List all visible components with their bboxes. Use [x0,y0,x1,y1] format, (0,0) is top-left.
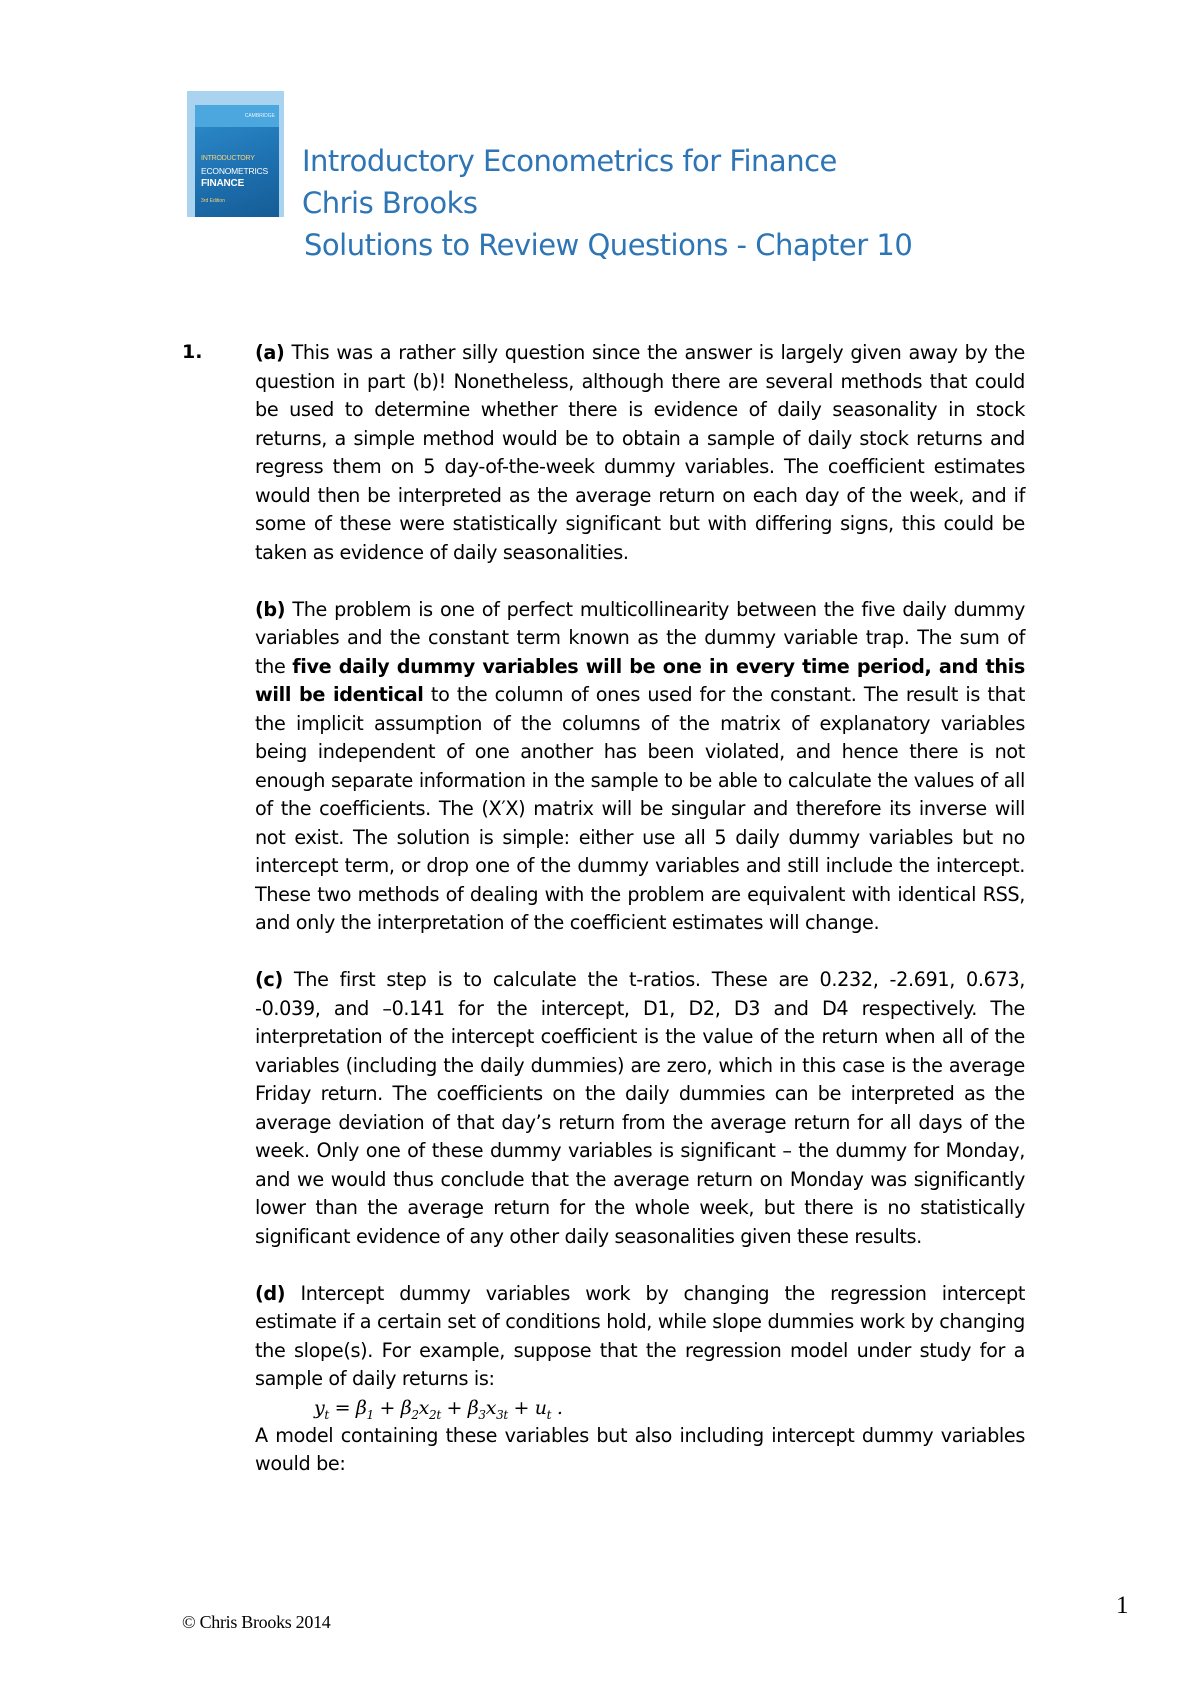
author-name: Chris Brooks [302,186,478,220]
part-b-text-1: The problem is one of perfect multicollinearity between the five daily dummy variables and the constant term known as the dummy variable trap. The sum of the [255,597,1025,678]
answer-part-d [255,1280,1025,1394]
question-number: 1. [182,341,203,363]
answer-part-a [255,339,1025,567]
page-number: 1 [1116,1592,1129,1619]
answer-body [255,339,1025,1479]
part-d-label: (d) [255,1281,286,1305]
copyright-notice: © Chris Brooks 2014 [182,1612,331,1632]
book-cover-image [187,91,284,217]
part-b-bold-text: five daily dummy variables will be one in every time period, and this will be identical [255,654,1025,706]
part-a-label: (a) [255,341,285,364]
cover-publisher: CAMBRIDGE [244,113,275,119]
cover-title-line-3: FINANCE [201,178,245,189]
book-cover-front [195,105,279,217]
chapter-subtitle: Solutions to Review Questions - Chapter 10 [304,228,913,262]
answer-part-b [255,596,1025,938]
book-title: Introductory Econometrics for Finance [302,144,837,178]
cover-edition: 3rd Edition [201,198,225,204]
part-d-continuation: A model containing these variables but also including intercept dummy variables would be: [255,1423,1025,1475]
part-c-text: The first step is to calculate the t-ratios. These are 0.232, -2.691, 0.673, -0.039, and –0.141 for the intercept, D1, D2, D3 and D4 respectively. The interpretation of the intercept coefficient is the value of the return when all of the variables (including the daily dummies) are zero, which in this case is the average Friday return. The coefficients on the daily dummies can be interpreted as the average deviation of that day’s return from the average return for all days of the week. Only one of these dummy variables is significant – the dummy for Monday, and we would thus conclude that the average return on Monday was significantly lower than the average return for the whole week, but there is no statistically significant evidence of any other daily seasonalities given these results. [255,968,1025,1248]
regression-equation: $y_t = \beta_1 + \beta_2x_{2t} + \beta_3x_{3t} + u_t$ . [314,1396,563,1422]
title-block [302,140,912,266]
part-a-text: This was a rather silly question since the answer is largely given away by the question in part (b)! Nonetheless, although there are several methods that could be used to determine whether there is evidence of daily seasonality in stock returns, a simple method would be to obtain a sample of daily stock returns and regress them on 5 day-of-the-week dummy variables. The coefficient estimates would then be interpreted as the average return on each day of the week, and if some of these were statistically significant but with differing signs, this could be taken as evidence of daily seasonalities. [255,341,1025,564]
answer-part-c [255,966,1025,1251]
part-b-text-2: to the column of ones used for the constant. The result is that the implicit assumption of the columns of the matrix of explanatory variables being independent of one another has been violated, and hence there is not enough separate information in the sample to be able to calculate the values of all of the coefficients. The (X′X) matrix will be singular and therefore its inverse will not exist. The solution is simple: either use all 5 daily dummy variables but no intercept term, or drop one of the dummy variables and still include the intercept. These two methods of dealing with the problem are equivalent with identical RSS, and only the interpretation of the coefficient estimates will change. [255,683,1025,934]
part-b-label: (b) [255,597,286,621]
cover-title-line-2: ECONOMETRICS [201,166,269,176]
part-c-label: (c) [255,968,283,991]
part-d-text: Intercept dummy variables work by changing the regression intercept estimate if a certain set of conditions hold, while slope dummies work by changing the slope(s). For example, suppose that the regression model under study for a sample of daily returns is: [255,1281,1025,1390]
cover-title-line-1: INTRODUCTORY [201,155,255,162]
